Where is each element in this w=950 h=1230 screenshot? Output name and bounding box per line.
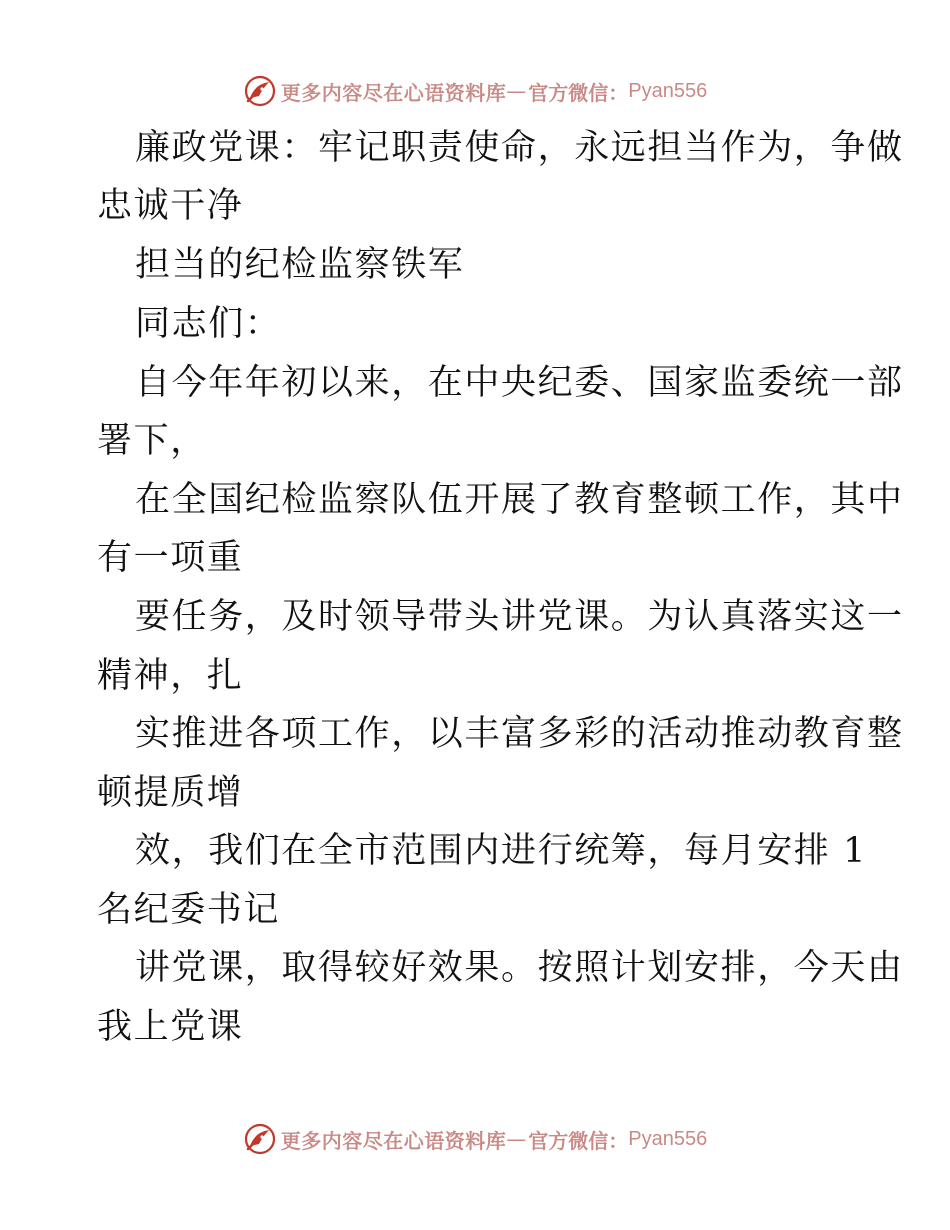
footer-banner (0, 1119, 950, 1159)
paragraph-line: 讲党课，取得较好效果。按照计划安排，今天由 (135, 948, 904, 988)
document-title-line-1: 廉政党课：牢记职责使命，永远担当作为，争做 (135, 128, 904, 168)
paragraph-line: 署下， (97, 421, 207, 461)
banner-wechat-id: Pyan556 (628, 1127, 708, 1150)
banner-main-text: 更多内容尽在心语资料库 (280, 80, 507, 105)
banner-wechat-id: Pyan556 (628, 79, 708, 102)
paragraph-line: 顿提质增 (97, 773, 244, 813)
paragraph-line: 在全国纪检监察队伍开展了教育整顿工作，其中 (135, 480, 904, 520)
paragraph-line: 精神，扎 (97, 656, 244, 696)
document-title-line-3: 担当的纪检监察铁军 (135, 245, 465, 285)
banner-separator: — (506, 1127, 527, 1151)
paragraph-line: 名纪委书记 (97, 890, 281, 930)
pen-in-circle-icon (243, 74, 277, 108)
paragraph-line: 自今年年初以来，在中央纪委、国家监委统一部 (135, 363, 904, 403)
banner-main-text: 更多内容尽在心语资料库 (280, 1128, 507, 1153)
paragraph-line: 实推进各项工作，以丰富多彩的活动推动教育整 (135, 714, 904, 754)
salutation: 同志们： (135, 304, 282, 344)
paragraph-line: 要任务，及时领导带头讲党课。为认真落实这一 (135, 597, 904, 637)
pen-in-circle-icon (243, 1122, 277, 1156)
document-title-line-2: 忠诚干净 (97, 186, 244, 226)
banner-separator: — (506, 79, 527, 103)
banner-wechat-label: 官方微信： (528, 1128, 629, 1153)
header-banner (0, 71, 950, 111)
paragraph-line: 我上党课 (97, 1007, 244, 1047)
banner-wechat-label: 官方微信： (528, 80, 629, 105)
paragraph-line: 效，我们在全市范围内进行统筹，每月安排 1 (135, 831, 867, 871)
paragraph-line: 有一项重 (97, 538, 244, 578)
